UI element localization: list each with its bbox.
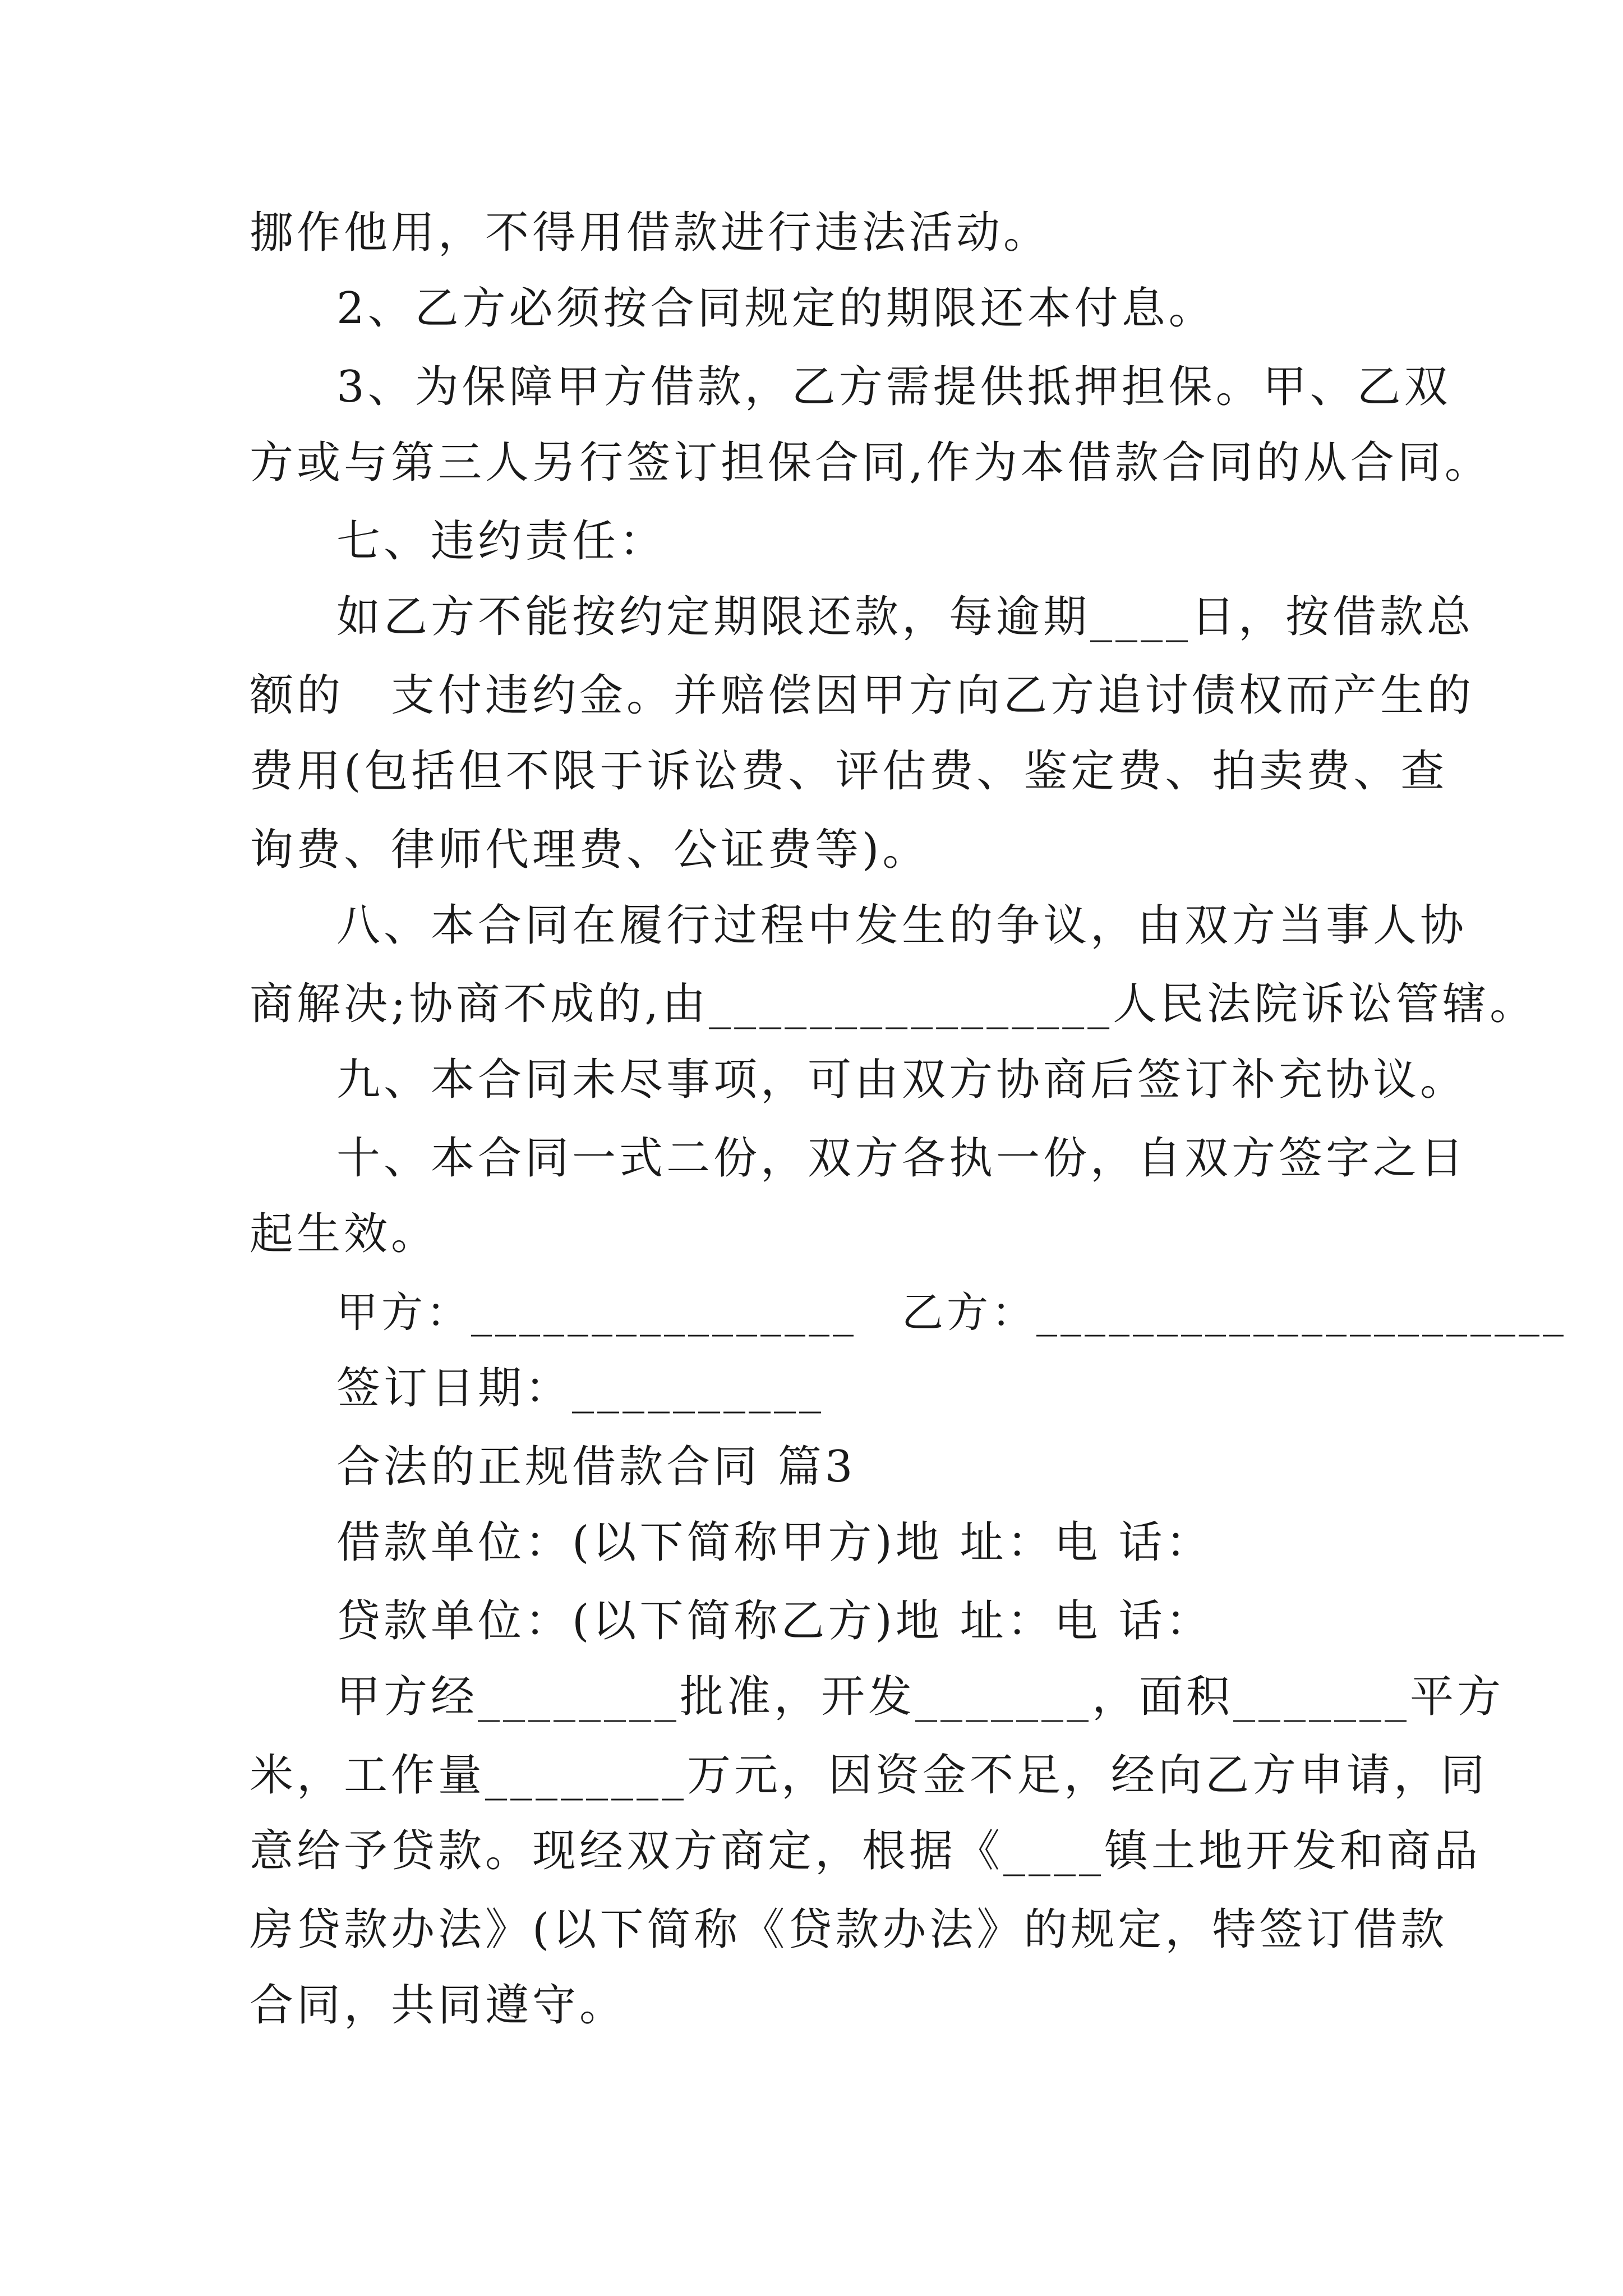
sign-date-line: 签订日期：__________ [336, 1363, 825, 1414]
text-line: 借款单位：(以下简称甲方)地 址：电 话： [336, 1517, 1213, 1568]
text-line: 额的 支付违约金。并赔偿因甲方向乙方追讨债权而产生的 [250, 670, 1475, 721]
text-line: 2、乙方必须按合同规定的期限还本付息。 [336, 283, 1216, 334]
text-line: 询费、律师代理费、公证费等)。 [250, 825, 930, 875]
text-line: 挪作他用，不得用借款进行违法活动。 [250, 208, 1051, 258]
section-title: 合法的正规借款合同 篇3 [336, 1442, 856, 1492]
text-line: 如乙方不能按约定期限还款，每逾期____日，按借款总 [336, 592, 1474, 642]
text-line: 费用(包括但不限于诉讼费、评估费、鉴定费、拍卖费、查 [250, 746, 1448, 797]
section-heading: 七、违约责任： [336, 516, 667, 567]
text-line: 合同，共同遵守。 [250, 1980, 627, 2031]
text-line: 八、本合同在履行过程中发生的争议，由双方当事人协 [336, 900, 1468, 951]
text-line: 甲方经________批准，开发_______，面积_______平方 [336, 1672, 1505, 1722]
signature-line: 甲方：________________ 乙方：______________________ [336, 1289, 1567, 1337]
text-line: 贷款单位：(以下简称乙方)地 址：电 话： [336, 1596, 1213, 1646]
text-line: 3、为保障甲方借款，乙方需提供抵押担保。甲、乙双 [336, 362, 1451, 412]
text-line: 房贷款办法》(以下简称《贷款办法》的规定，特签订借款 [250, 1904, 1448, 1955]
text-line: 起生效。 [250, 1209, 439, 1259]
text-line: 九、本合同未尽事项，可由双方协商后签订补充协议。 [336, 1055, 1468, 1105]
text-line: 方或与第三人另行签订担保合同,作为本借款合同的从合同。 [250, 438, 1492, 488]
text-line: 十、本合同一式二份，双方各执一份，自双方签字之日 [336, 1133, 1468, 1184]
text-line: 米，工作量________万元，因资金不足，经向乙方申请，同 [250, 1750, 1488, 1801]
text-line: 商解决;协商不成的,由________________人民法院诉讼管辖。 [250, 979, 1537, 1029]
text-line: 意给予贷款。现经双方商定，根据《____镇土地开发和商品 [250, 1826, 1482, 1876]
